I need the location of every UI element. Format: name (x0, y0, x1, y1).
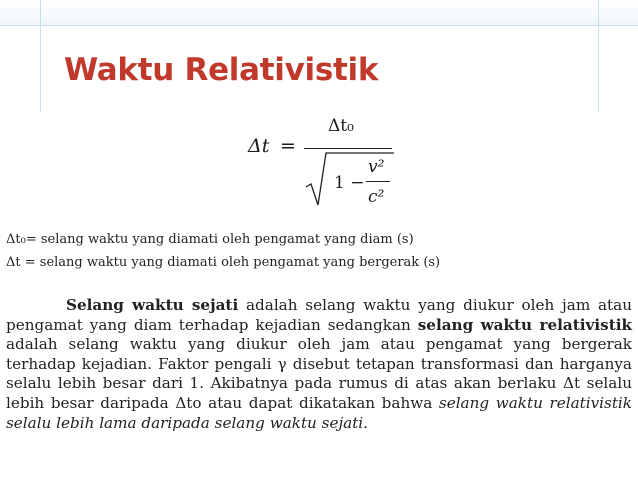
formula-equals: = (280, 135, 296, 157)
frame-line-left (40, 0, 41, 112)
formula-numerator: Δt₀ (328, 116, 354, 136)
paragraph-text-1: adalah selang waktu yang diukur oleh jam atau pengamat yang diam terhadap kejadian sedangkan (6, 296, 632, 334)
explanation-paragraph (6, 296, 632, 433)
time-dilation-formula (236, 113, 396, 213)
fraction-bar (304, 148, 392, 149)
paragraph-conclusion: selang waktu relativistik selalu lebih lama daripada selang waktu sejati. (6, 393, 632, 432)
paragraph-text-2: adalah selang waktu yang diukur oleh jam atau pengamat yang bergerak terhadap kejadian. Faktor pengali γ disebut tetapan transformasi dan harganya selalu lebih besar dari 1. Akibatnya pada rumus di atas akan berlaku Δt selalu lebih besar daripada Δto atau dapat dikatakan bahwa (6, 335, 632, 412)
frame-line-right (598, 0, 599, 112)
formula-v-squared: v² (368, 157, 385, 177)
slide-title: Waktu Relativistik (64, 52, 379, 88)
formula-lhs: Δt (248, 135, 270, 157)
term-relativistic-time: selang waktu relativistik (417, 315, 633, 334)
formula-one-minus: 1 − (334, 173, 365, 193)
inner-fraction-bar (366, 181, 390, 182)
definition-delta-t0: Δt₀= selang waktu yang diamati oleh pengamat yang diam (s) (6, 232, 414, 247)
slide-header-band (0, 0, 638, 26)
header-divider (0, 25, 638, 26)
formula-c-squared: c² (368, 187, 385, 207)
term-proper-time: Selang waktu sejati (66, 296, 239, 314)
definition-delta-t: Δt = selang waktu yang diamati oleh pengamat yang bergerak (s) (6, 255, 441, 270)
